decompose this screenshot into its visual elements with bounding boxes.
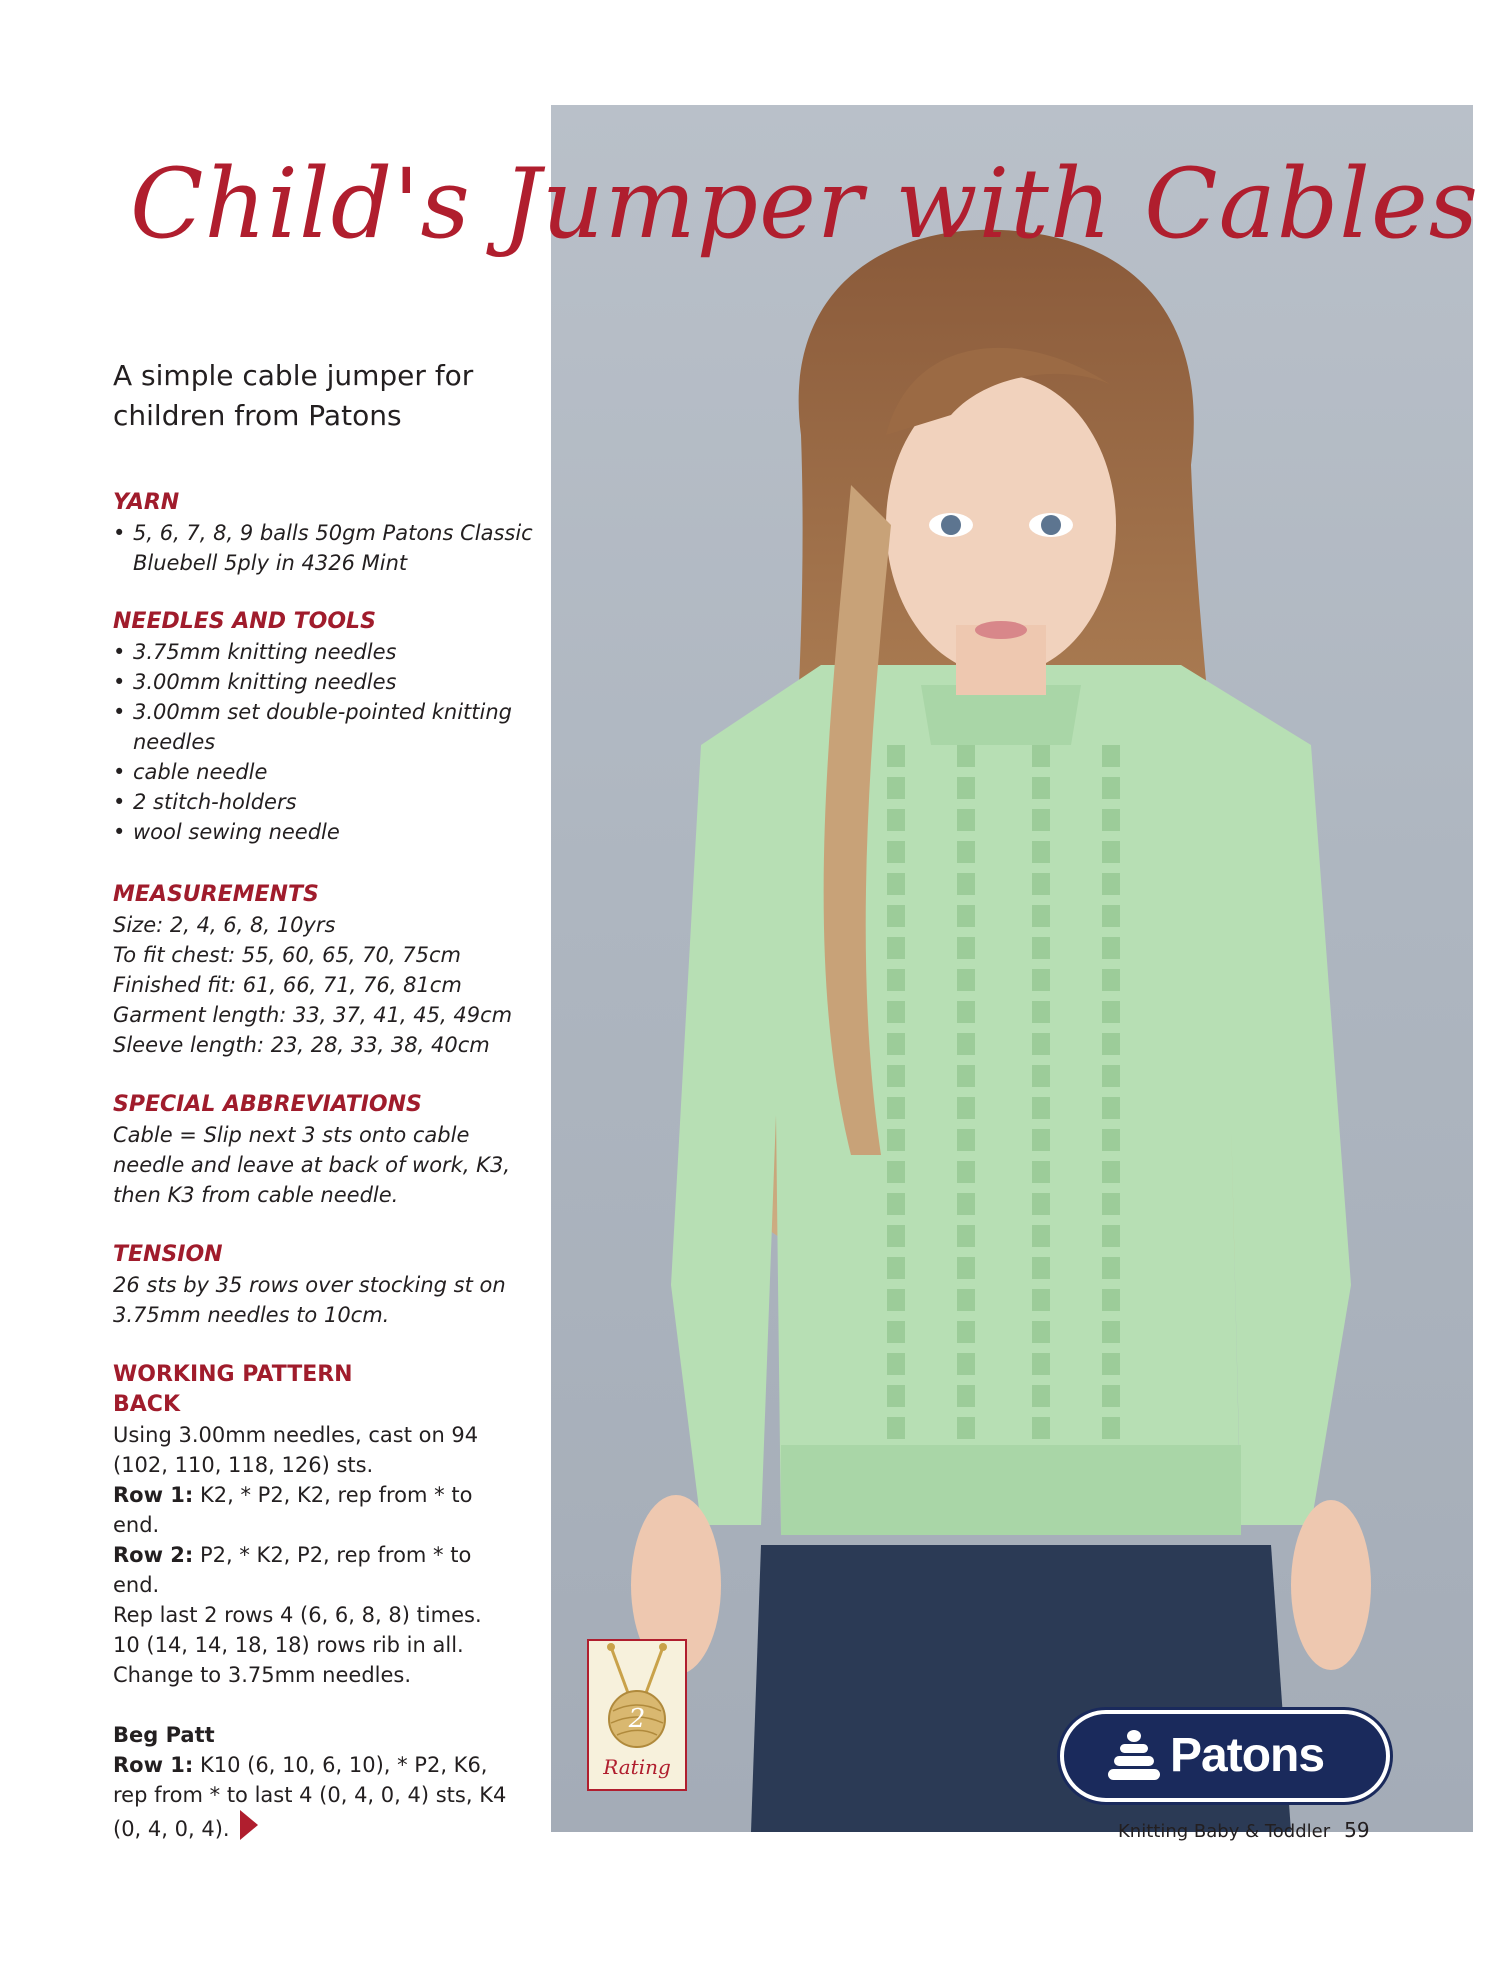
patons-beehive-icon (1106, 1728, 1162, 1786)
brand-name: Patons (1170, 1729, 1325, 1782)
row-text: K2, * P2, K2, rep from * to end. (113, 1483, 473, 1537)
measurements-section (113, 880, 533, 1060)
working-pattern-section (113, 1360, 508, 1844)
working-pattern-heading: WORKING PATTERN (113, 1362, 353, 1387)
measurement-line: Garment length: 33, 37, 41, 45, 49cm (113, 1003, 513, 1027)
needles-item: • 3.00mm set double-pointed knitting needles (113, 697, 533, 757)
back-subheading: BACK (113, 1392, 180, 1417)
patons-logo (1060, 1710, 1390, 1802)
page-number: 59 (1344, 1818, 1370, 1842)
rib-row-2 (113, 1540, 508, 1600)
measurement-line: Finished fit: 61, 66, 71, 76, 81cm (113, 973, 462, 997)
needles-item: • 3.75mm knitting needles (113, 637, 533, 667)
row-label: Row 1: (113, 1753, 194, 1777)
rating-number: 2 (628, 1704, 646, 1734)
abbreviations-text: Cable = Slip next 3 sts onto cable needle and leave at back of work, K3, then K3 from cable needle. (113, 1123, 510, 1207)
tension-section (113, 1240, 518, 1330)
tension-text: 26 sts by 35 rows over stocking st on 3.75mm needles to 10cm. (113, 1273, 506, 1327)
needles-list (113, 637, 533, 847)
book-title: Knitting Baby & Toddler (1118, 1821, 1331, 1842)
needles-heading: NEEDLES AND TOOLS (113, 609, 376, 634)
skill-rating-badge (587, 1639, 687, 1791)
beg-patt-heading: Beg Patt (113, 1723, 215, 1747)
yarn-list (113, 518, 533, 578)
row-text: P2, * K2, P2, rep from * to end. (113, 1543, 472, 1597)
measurement-line: Sleeve length: 23, 28, 33, 38, 40cm (113, 1033, 490, 1057)
needles-item: • 3.00mm knitting needles (113, 667, 533, 697)
yarn-ball-needles-icon (589, 1641, 685, 1751)
measurement-line: To fit chest: 55, 60, 65, 70, 75cm (113, 943, 461, 967)
needles-item: • cable needle (113, 757, 533, 787)
needles-item: • wool sewing needle (113, 817, 533, 847)
yarn-heading: YARN (113, 490, 180, 515)
model-photo (551, 105, 1473, 1832)
repeat-text: Rep last 2 rows 4 (6, 6, 8, 8) times. 10 (14, 14, 18, 18) rows rib in all. (113, 1603, 482, 1657)
play-arrow-icon (240, 1810, 258, 1840)
rating-label: Rating (603, 1755, 671, 1779)
row-text: K10 (6, 10, 6, 10), * P2, K6, rep from * to last 4 (0, 4, 0, 4) sts, K4 (0, 4, 0, 4). (113, 1753, 507, 1841)
row-label: Row 2: (113, 1543, 194, 1567)
row-label: Row 1: (113, 1483, 194, 1507)
needles-section (113, 607, 533, 847)
abbreviations-heading: SPECIAL ABBREVIATIONS (113, 1092, 422, 1117)
change-needles-text: Change to 3.75mm needles. (113, 1663, 412, 1687)
child-in-jumper-illustration (551, 105, 1473, 1832)
page-title: Child's Jumper with Cables (130, 148, 1480, 260)
rib-row-1 (113, 1480, 508, 1540)
measurements-heading: MEASUREMENTS (113, 882, 319, 907)
needles-item: • 2 stitch-holders (113, 787, 533, 817)
yarn-section (113, 488, 533, 578)
subtitle: A simple cable jumper for children from Patons (113, 359, 474, 432)
patt-row-1 (113, 1750, 508, 1844)
page-footer (1118, 1815, 1448, 1845)
tension-heading: TENSION (113, 1242, 223, 1267)
cast-on-text: Using 3.00mm needles, cast on 94 (102, 110, 118, 126) sts. (113, 1423, 479, 1477)
yarn-item: • 5, 6, 7, 8, 9 balls 50gm Patons Classic Bluebell 5ply in 4326 Mint (113, 518, 533, 578)
abbreviations-section (113, 1090, 518, 1210)
measurement-line: Size: 2, 4, 6, 8, 10yrs (113, 913, 336, 937)
